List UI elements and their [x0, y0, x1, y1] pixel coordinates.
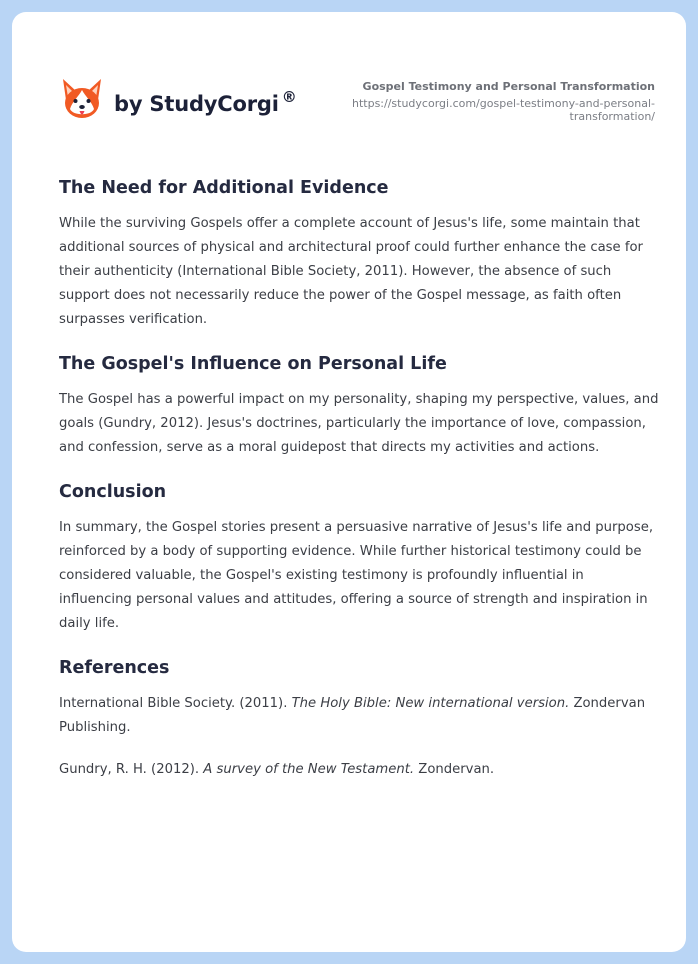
corgi-logo-icon — [60, 76, 104, 122]
registered-mark: ® — [281, 88, 297, 106]
document-body — [59, 175, 659, 782]
section-paragraph: While the surviving Gospels offer a complete account of Jesus's life, some maintain that additional sources of physical and architectural proof could further enhance the case for their authenticity (International Bible Society, 2011). However, the absence of such support does not necessarily reduce the power of the Gospel message, as faith often surpasses verification. — [59, 216, 643, 327]
section-heading: Conclusion — [59, 482, 167, 502]
document-url[interactable] — [315, 97, 655, 123]
brand-name: by StudyCorgi ® — [114, 88, 297, 116]
section-paragraph: The Gospel has a powerful impact on my personality, shaping my perspective, values, and goals (Gundry, 2012). Jesus's doctrines, particularly the importance of love, compassion, and confession, serve as a moral guidepost that directs my activities and actions. — [59, 392, 659, 455]
references-heading: References — [59, 658, 170, 678]
document-meta — [315, 80, 655, 123]
document-title: Gospel Testimony and Personal Transformation — [362, 80, 655, 93]
section-heading: The Need for Additional Evidence — [59, 178, 389, 198]
section-paragraph: In summary, the Gospel stories present a persuasive narrative of Jesus's life and purpose, reinforced by a body of supporting evidence. While further historical testimony could be considered valuable, the Gospel's existing testimony is profoundly influential in influencing personal values and attitudes, offering a source of strength and inspiration in daily life. — [59, 520, 654, 631]
page-header — [12, 12, 686, 142]
section-heading: The Gospel's Influence on Personal Life — [59, 354, 447, 374]
document-url-line-2: transformation/ — [569, 110, 655, 123]
reference-item: International Bible Society. (2011). The Holy Bible: New international version. Zondervan Publishing. — [59, 696, 646, 735]
document-url-line-1: https://studycorgi.com/gospel-testimony-and-personal- — [351, 97, 655, 110]
document-page — [12, 12, 686, 952]
reference-item: Gundry, R. H. (2012). A survey of the New Testament. Zondervan. — [59, 762, 495, 777]
